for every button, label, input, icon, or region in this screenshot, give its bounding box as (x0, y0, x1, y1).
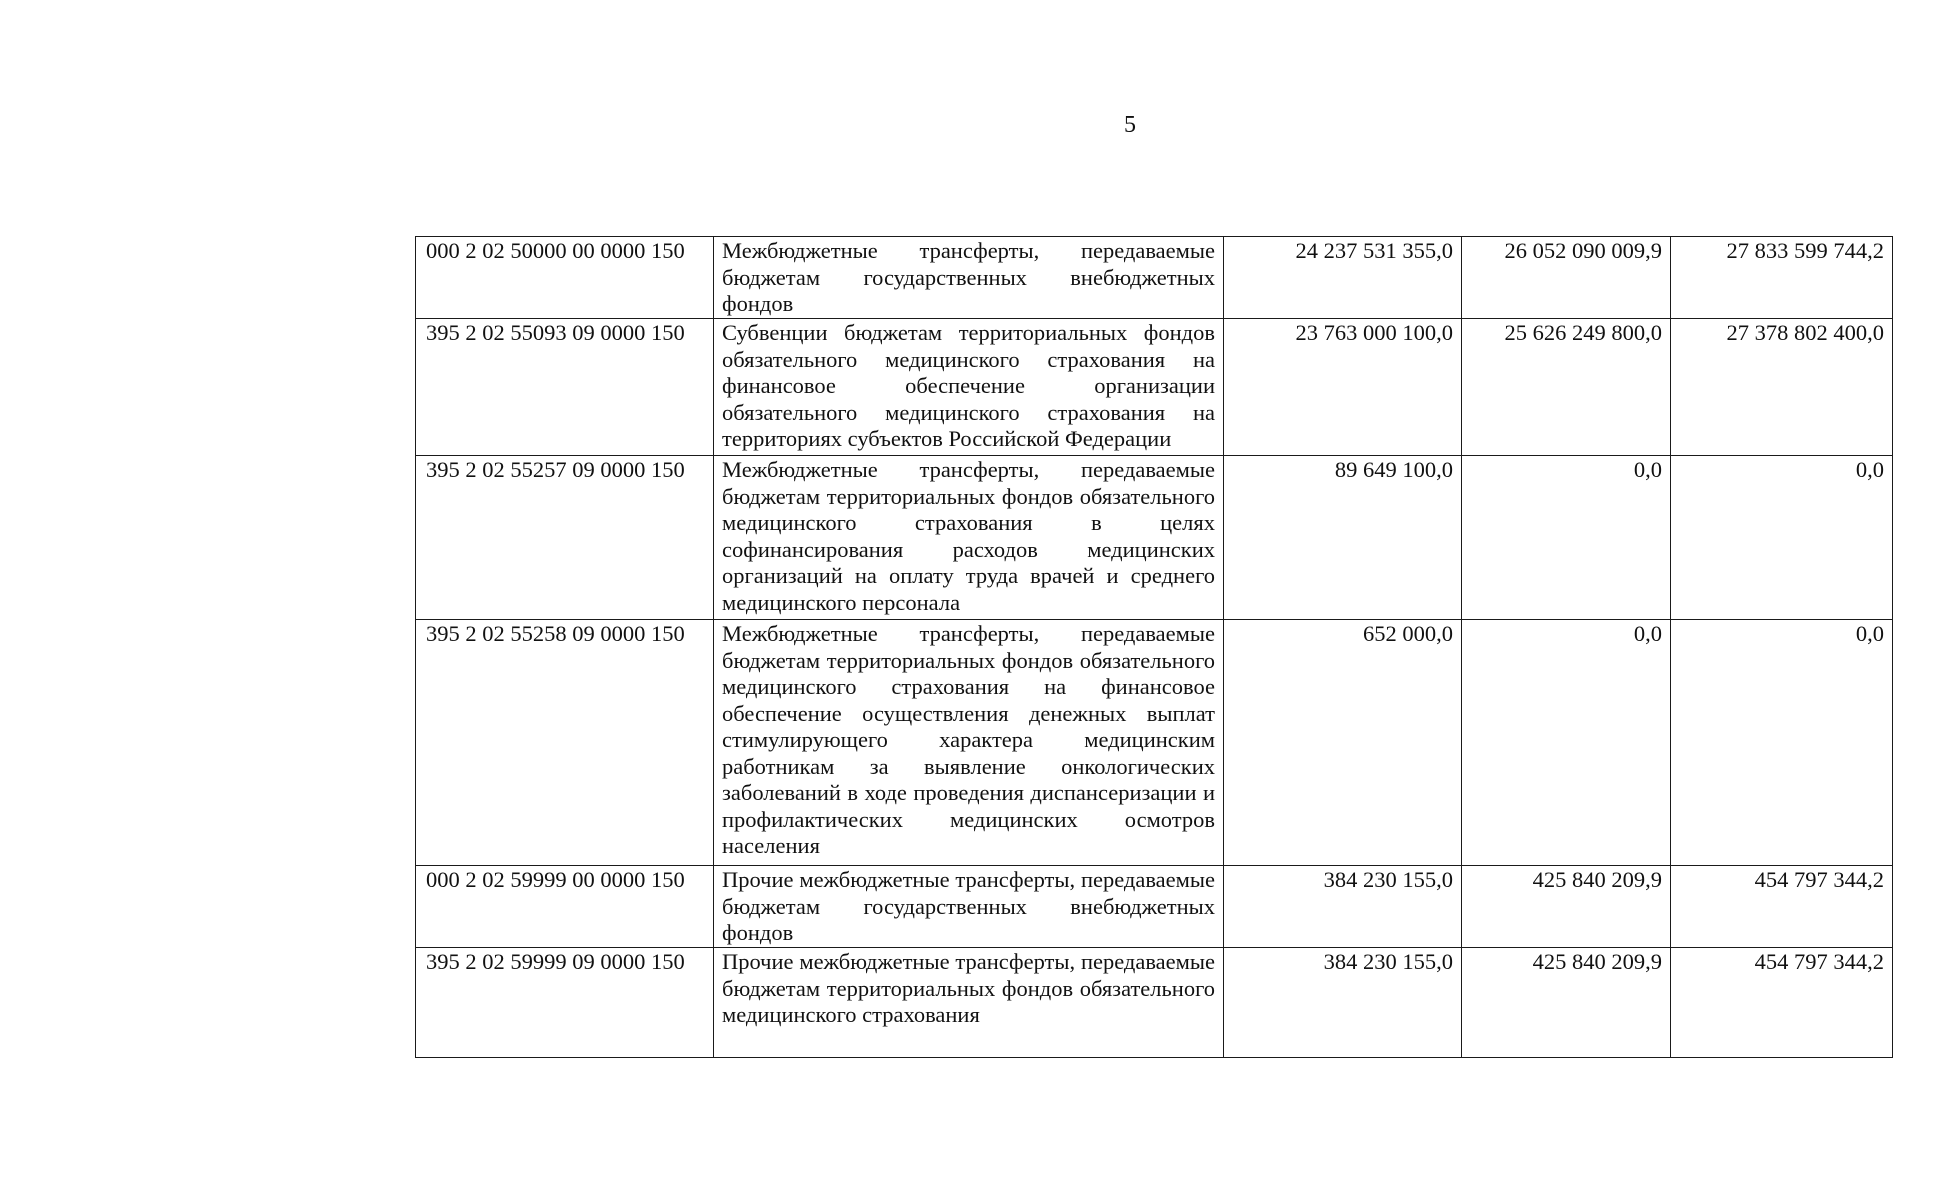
table-row (416, 456, 1893, 620)
value-year1-cell: 652 000,0 (1224, 620, 1462, 866)
value-year1-cell: 89 649 100,0 (1224, 456, 1462, 620)
budget-name-cell: Субвенции бюджетам территориальных фондов обязательного медицинского страхования на финансовое обеспечение организации обязательного медицинского страхования на территориях субъектов Российской Федерации (714, 319, 1224, 456)
budget-code-cell: 395 2 02 55257 09 0000 150 (416, 456, 714, 620)
budget-table (415, 236, 1893, 1058)
value-year3-cell: 27 833 599 744,2 (1671, 237, 1893, 319)
table-row (416, 866, 1893, 948)
budget-code-cell: 395 2 02 59999 09 0000 150 (416, 948, 714, 1058)
page-number: 5 (1124, 112, 1136, 138)
value-year2-cell: 425 840 209,9 (1462, 866, 1671, 948)
budget-name-cell: Прочие межбюджетные трансферты, передаваемые бюджетам территориальных фондов обязательного медицинского страхования (714, 948, 1224, 1058)
budget-name-cell: Межбюджетные трансферты, передаваемые бюджетам территориальных фондов обязательного медицинского страхования в целях софинансирования расходов медицинских организаций на оплату труда врачей и среднего медицинского персонала (714, 456, 1224, 620)
budget-code-cell: 000 2 02 59999 00 0000 150 (416, 866, 714, 948)
budget-code-cell: 395 2 02 55093 09 0000 150 (416, 319, 714, 456)
table-row (416, 620, 1893, 866)
value-year3-cell: 0,0 (1671, 620, 1893, 866)
value-year2-cell: 0,0 (1462, 620, 1671, 866)
value-year1-cell: 384 230 155,0 (1224, 866, 1462, 948)
value-year3-cell: 0,0 (1671, 456, 1893, 620)
budget-code-cell: 000 2 02 50000 00 0000 150 (416, 237, 714, 319)
table-row (416, 237, 1893, 319)
value-year2-cell: 0,0 (1462, 456, 1671, 620)
value-year2-cell: 425 840 209,9 (1462, 948, 1671, 1058)
table-row (416, 319, 1893, 456)
table-row (416, 948, 1893, 1058)
budget-name-cell: Межбюджетные трансферты, передаваемые бюджетам государственных внебюджетных фондов (714, 237, 1224, 319)
budget-code-cell: 395 2 02 55258 09 0000 150 (416, 620, 714, 866)
value-year1-cell: 23 763 000 100,0 (1224, 319, 1462, 456)
budget-name-cell: Межбюджетные трансферты, передаваемые бюджетам территориальных фондов обязательного медицинского страхования на финансовое обеспечение осуществления денежных выплат стимулирующего характера медицинским работникам за выявление онкологических заболеваний в ходе проведения диспансеризации и профилактических медицинских осмотров населения (714, 620, 1224, 866)
value-year1-cell: 24 237 531 355,0 (1224, 237, 1462, 319)
value-year2-cell: 25 626 249 800,0 (1462, 319, 1671, 456)
budget-name-cell: Прочие межбюджетные трансферты, передаваемые бюджетам государственных внебюджетных фондов (714, 866, 1224, 948)
value-year3-cell: 27 378 802 400,0 (1671, 319, 1893, 456)
value-year3-cell: 454 797 344,2 (1671, 866, 1893, 948)
value-year3-cell: 454 797 344,2 (1671, 948, 1893, 1058)
value-year2-cell: 26 052 090 009,9 (1462, 237, 1671, 319)
value-year1-cell: 384 230 155,0 (1224, 948, 1462, 1058)
